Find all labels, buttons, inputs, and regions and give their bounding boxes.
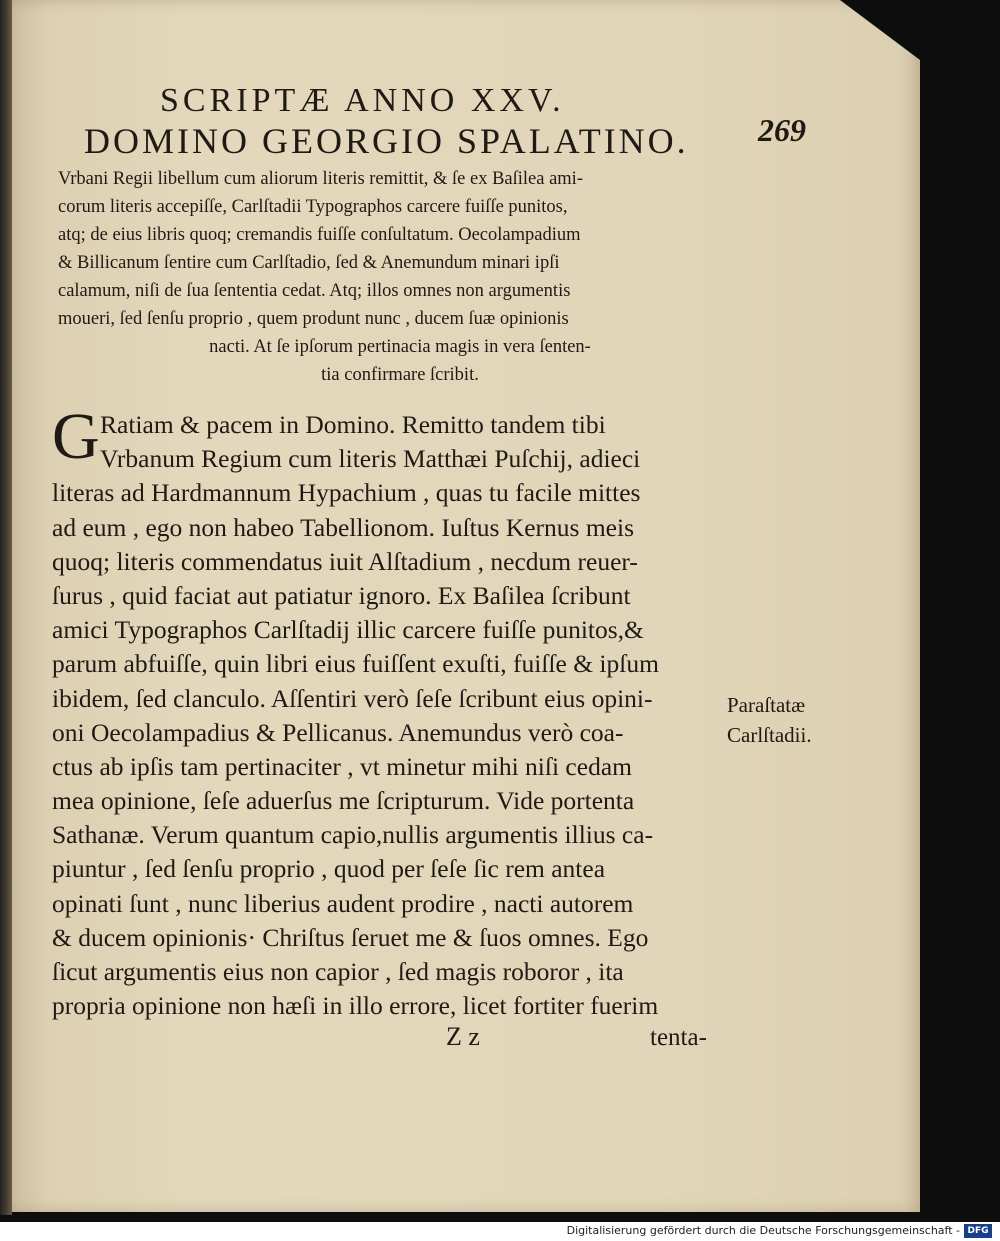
body-line: oni Oecolampadius & Pellicanus. Anemundus verò coa- [52,717,624,747]
summary-line: nacti. At ſe ipſorum pertinacia magis in vera ſenten- [209,337,591,357]
body-line: amici Typographos Carlſtadij illic carcere fuiſſe punitos,& [52,615,644,645]
catchword: tenta- [650,1024,707,1051]
dfg-logo: DFG [964,1224,992,1238]
letter-body [52,408,744,1023]
body-line: Vrbanum Regium cum literis Matthæi Puſchij, adieci [100,444,641,474]
margin-note-line: Paraſtatæ [727,693,806,717]
page-corner-shadow [840,0,920,60]
body-line: ad eum , ego non habeo Tabellionom. Iuſtus Kernus meis [52,512,635,542]
margin-note-line: Carlſtadii. [727,723,812,747]
body-line: ſicut argumentis eius non capior , ſed magis roboror , ita [52,957,624,986]
body-line: mea opinione, ſeſe aduerſus me ſcripturum. Vide portenta [52,786,635,816]
body-line: Ratiam & pacem in Domino. Remitto tandem tibi [100,410,606,439]
body-line: Sathanæ. Verum quantum capio,nullis argumentis illius ca- [52,820,654,850]
summary-line: moueri, ſed ſenſu proprio , quem produnt nunc , ducem ſuæ opinionis [58,309,569,329]
page-number: 269 [758,112,806,148]
letter-title: DOMINO GEORGIO SPALATINO. [84,121,689,161]
margin-note [727,690,847,750]
body-line: parum abfuiſſe, quin libri eius fuiſſent exuſti, fuiſſe & ipſum [52,649,659,679]
body-line: opinati ſunt , nunc liberius audent prodire , nacti autorem [52,888,634,918]
drop-cap: G [52,400,100,473]
body-line: piuntur , ſed ſenſu proprio , quod per ſeſe ſic rem antea [52,854,606,884]
summary-line: calamum, niſi de ſua ſententia cedat. Atq; illos omnes non argumentis [58,281,571,301]
scan-left-edge [0,0,12,1215]
summary-line: tia confirmare ſcribit. [321,365,479,385]
body-line: ſurus , quid faciat aut patiatur ignoro. Ex Baſilea ſcribunt [52,580,631,610]
body-line: quoq; literis commendatus iuit Alſtadium , necdum reuer- [52,546,638,576]
body-line: ibidem, ſed clanculo. Aſſentiri verò ſeſe ſcribunt eius opini- [52,683,653,713]
funding-credit: Digitalisierung gefördert durch die Deutsche Forschungsgemeinschaft - [566,1224,960,1237]
body-line: literas ad Hardmannum Hypachium , quas tu facile mittes [52,478,641,508]
body-line: & ducem opinionis· Chriſtus ſeruet me & ſuos omnes. Ego [52,922,649,952]
summary-line: & Billicanum ſentire cum Carlſtadio, ſed & Anemundum minari ipſi [58,253,560,273]
signature-mark: Z z [446,1022,480,1051]
running-header: SCRIPTÆ ANNO XXV. [160,82,565,119]
footer-bar [0,1222,1000,1241]
summary-line: atq; de eius libris quoq; cremandis fuiſſe conſultatum. Oecolampadium [58,225,581,245]
letter-summary [58,165,742,389]
body-line: propria opinione non hæſi in illo errore, licet fortiter fuerim [52,991,659,1021]
body-line: ctus ab ipſis tam pertinaciter , vt minetur mihi niſi cedam [52,751,632,781]
summary-line: corum literis accepiſſe, Carlſtadii Typographos carcere fuiſſe punitos, [58,197,568,217]
summary-line: Vrbani Regii libellum cum aliorum literis remittit, & ſe ex Baſilea ami- [58,169,583,189]
